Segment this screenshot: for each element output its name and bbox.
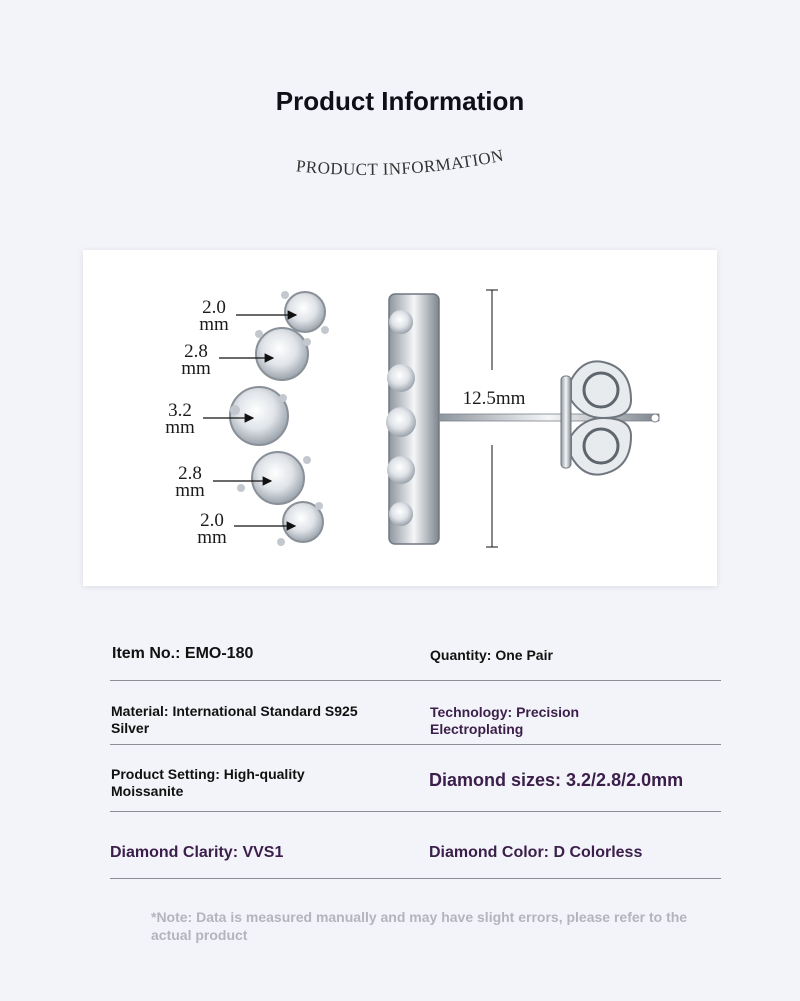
item-number: Item No.: EMO-180 [112, 645, 254, 662]
diamond-clarity: Diamond Clarity: VVS1 [110, 844, 284, 861]
svg-text:mm: mm [199, 314, 229, 335]
svg-text:2.0: 2.0 [202, 297, 226, 318]
svg-text:mm: mm [165, 417, 195, 438]
svg-text:2.8: 2.8 [184, 341, 208, 362]
quantity: Quantity: One Pair [430, 647, 553, 663]
spec-row-1 [110, 625, 721, 681]
diamond-sizes: Diamond sizes: 3.2/2.8/2.0mm [429, 770, 684, 790]
length-label: 12.5mm [462, 388, 526, 409]
earring-illustration [83, 250, 717, 586]
svg-text:mm: mm [197, 527, 227, 548]
svg-text:2.8: 2.8 [178, 463, 202, 484]
subtitle-arc [270, 138, 530, 198]
svg-text:mm: mm [181, 358, 211, 379]
spec-table [110, 625, 721, 879]
spec-row-2 [110, 681, 721, 745]
page-title: Product Information [275, 86, 525, 116]
spec-row-4 [110, 812, 721, 879]
diamond-color: Diamond Color: D Colorless [429, 844, 643, 861]
material: Material: International Standard S925 Silver [111, 703, 358, 736]
product-setting: Product Setting: High-quality Moissanite [111, 766, 305, 799]
disclaimer-note: *Note: Data is measured manually and may have slight errors, please refer to the actual product [151, 909, 688, 943]
svg-text:mm: mm [175, 480, 205, 501]
svg-text:3.2: 3.2 [168, 400, 192, 421]
product-diagram [83, 250, 717, 586]
side-view [386, 294, 659, 544]
spec-row-3 [110, 745, 721, 812]
svg-text:2.0: 2.0 [200, 510, 224, 531]
technology: Technology: Precision Electroplating [430, 704, 580, 737]
page-subtitle: PRODUCT INFORMATION [295, 145, 506, 179]
